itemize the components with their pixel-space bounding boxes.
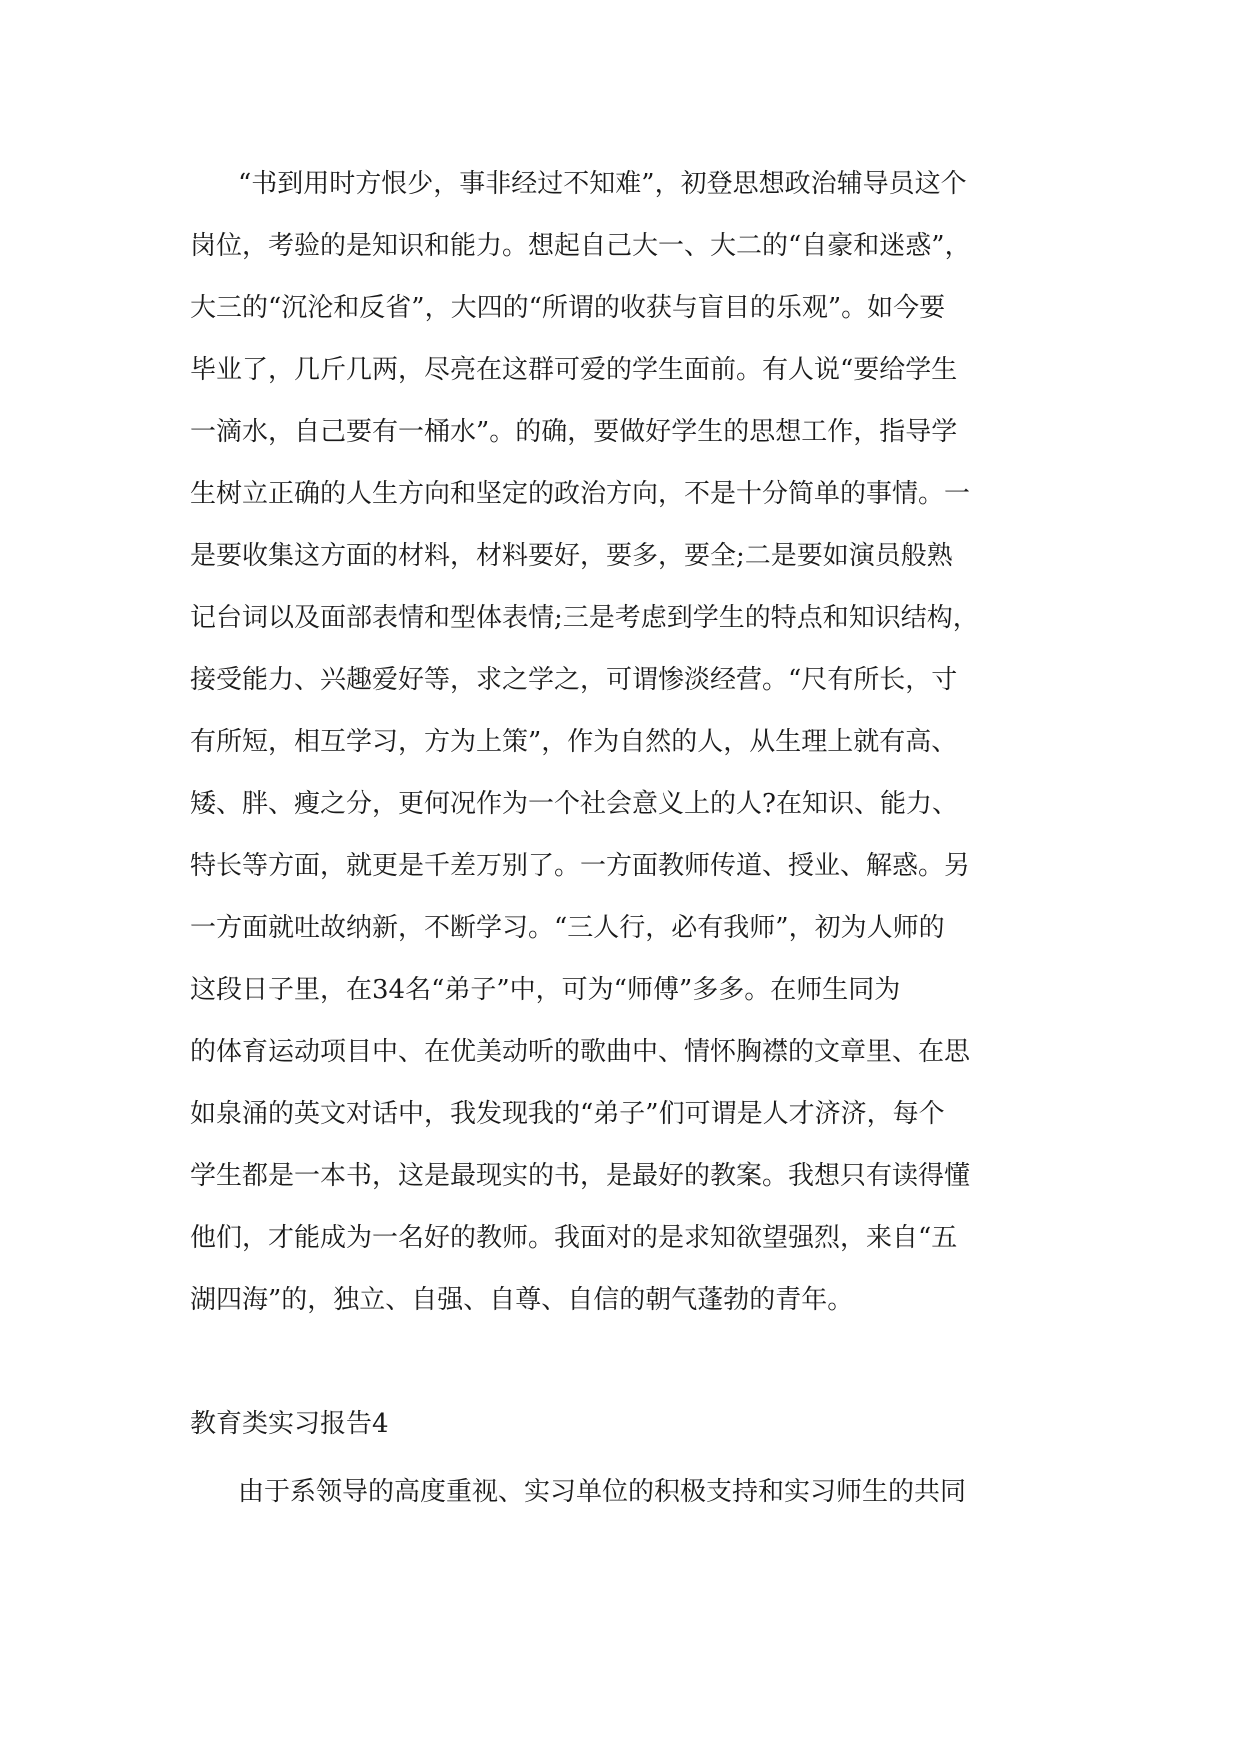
paragraph-1-line: 特长等方面，就更是千差万别了。一方面教师传道、授业、解惑。另	[190, 851, 971, 881]
paragraph-1-line: 记台词以及面部表情和型体表情;三是考虑到学生的特点和知识结构，	[190, 603, 979, 633]
paragraph-1-line: 一滴水，自己要有一桶水”。的确，要做好学生的思想工作，指导学	[190, 417, 958, 447]
paragraph-1-line: 有所短，相互学习，方为上策”，作为自然的人，从生理上就有高、	[190, 727, 958, 757]
paragraph-1-line: 如泉涌的英文对话中，我发现我的“弟子”们可谓是人才济济，每个	[190, 1099, 945, 1129]
paragraph-1-line: 岗位，考验的是知识和能力。想起自己大一、大二的“自豪和迷惑”，	[190, 231, 971, 261]
paragraph-1-line: 的体育运动项目中、在优美动听的歌曲中、情怀胸襟的文章里、在思	[190, 1037, 971, 1067]
paragraph-1-line: 湖四海”的，独立、自强、自尊、自信的朝气蓬勃的青年。	[190, 1285, 854, 1315]
paragraph-1-line: 大三的“沉沦和反省”，大四的“所谓的收获与盲目的乐观”。如今要	[190, 293, 946, 323]
paragraph-2-line: 由于系领导的高度重视、实习单位的积极支持和实习师生的共同	[238, 1477, 967, 1507]
paragraph-1-line: 学生都是一本书，这是最现实的书，是最好的教案。我想只有读得懂	[190, 1161, 971, 1191]
paragraph-1-line: 接受能力、兴趣爱好等，求之学之，可谓惨淡经营。“尺有所长，寸	[190, 665, 958, 695]
paragraph-1-line: 一方面就吐故纳新，不断学习。“三人行，必有我师”，初为人师的	[190, 913, 945, 943]
paragraph-1-line: 生树立正确的人生方向和坚定的政治方向，不是十分简单的事情。一	[190, 479, 971, 509]
paragraph-1-line: 矮、胖、瘦之分，更何况作为一个社会意义上的人?在知识、能力、	[190, 789, 958, 819]
paragraph-1-line: 这段日子里，在34名“弟子”中，可为“师傅”多多。在师生同为	[190, 975, 901, 1005]
paragraph-1-line: 他们，才能成为一名好的教师。我面对的是求知欲望强烈，来自“五	[190, 1223, 958, 1253]
paragraph-1-line: 毕业了，几斤几两，尽亮在这群可爱的学生面前。有人说“要给学生	[190, 355, 958, 385]
section-heading: 教育类实习报告4	[190, 1409, 389, 1439]
paragraph-1-line: “书到用时方恨少，事非经过不知难”，初登思想政治辅导员这个	[238, 169, 967, 199]
paragraph-1-line: 是要收集这方面的材料，材料要好，要多，要全;二是要如演员般熟	[190, 541, 953, 571]
